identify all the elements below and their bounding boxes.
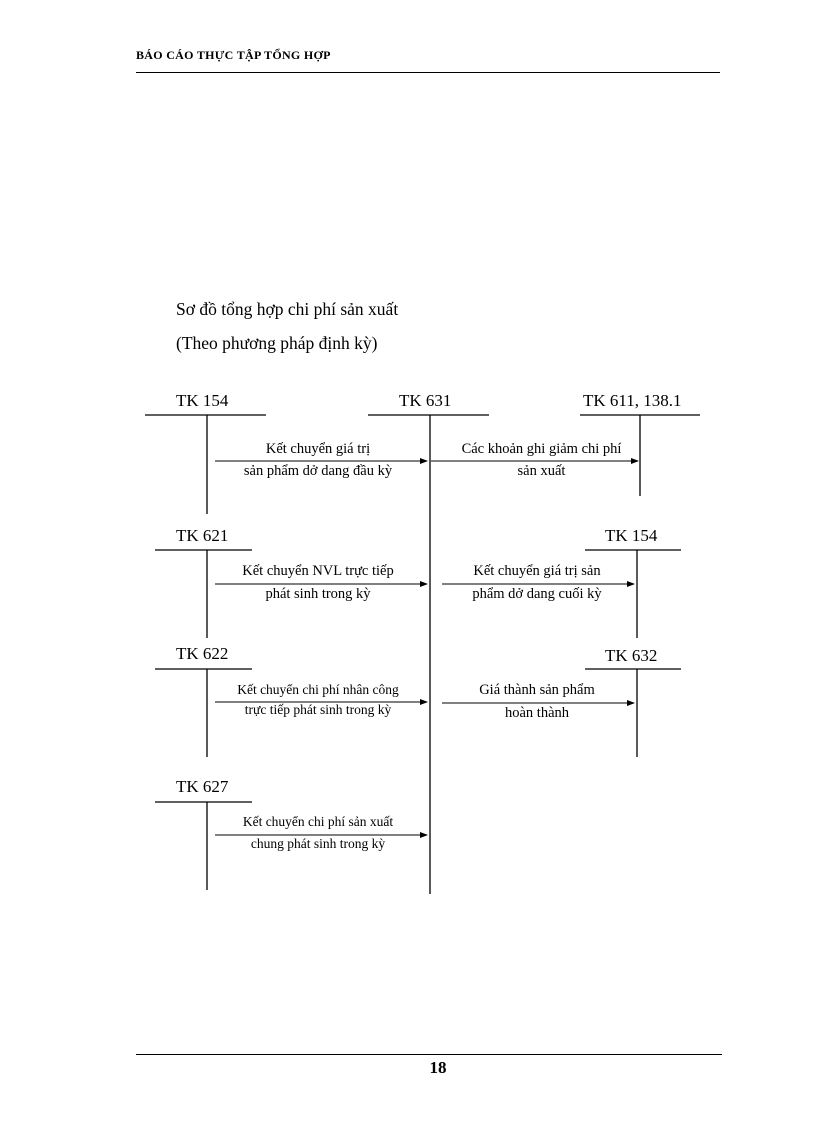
flow-f2-line2: sản xuất bbox=[517, 463, 566, 479]
flow-f4-line2: phẩm dở dang cuối kỳ bbox=[472, 586, 602, 602]
flow-f5-line1: Kết chuyển chi phí nhân công bbox=[237, 682, 399, 697]
footer-divider bbox=[136, 1054, 722, 1055]
flow-f2-line1: Các khoản ghi giảm chi phí bbox=[461, 441, 622, 457]
diagram-title: Sơ đồ tổng hợp chi phí sản xuất bbox=[176, 299, 399, 319]
flow-f3-line2: phát sinh trong kỳ bbox=[265, 586, 371, 602]
account-tk611-1381: TK 611, 138.1 bbox=[583, 391, 682, 410]
flow-f6-line1: Giá thành sản phẩm bbox=[479, 682, 595, 698]
account-tk154-left: TK 154 bbox=[176, 391, 229, 410]
flow-f5-line2: trực tiếp phát sinh trong kỳ bbox=[244, 702, 392, 717]
account-tk154-right: TK 154 bbox=[605, 526, 658, 545]
flow-f1-line1: Kết chuyển giá trị bbox=[265, 441, 371, 457]
flow-f4-line1: Kết chuyển giá trị sản bbox=[473, 563, 601, 579]
account-tk632: TK 632 bbox=[605, 646, 658, 665]
flow-f7-line2: chung phát sinh trong kỳ bbox=[250, 836, 386, 851]
flow-f6-line2: hoàn thành bbox=[504, 705, 570, 721]
account-tk621: TK 621 bbox=[176, 526, 229, 545]
page-header-title: BÁO CÁO THỰC TẬP TỔNG HỢP bbox=[136, 48, 331, 62]
flow-f1-line2: sản phẩm dở dang đầu kỳ bbox=[243, 463, 393, 479]
flow-f3-line1: Kết chuyển NVL trực tiếp bbox=[242, 563, 394, 579]
account-tk627: TK 627 bbox=[176, 777, 229, 796]
flow-f7-line1: Kết chuyển chi phí sản xuất bbox=[242, 814, 394, 829]
page-number: 18 bbox=[429, 1058, 447, 1077]
account-tk622: TK 622 bbox=[176, 644, 229, 663]
account-tk631: TK 631 bbox=[399, 391, 452, 410]
diagram-subtitle: (Theo phương pháp định kỳ) bbox=[176, 333, 378, 353]
